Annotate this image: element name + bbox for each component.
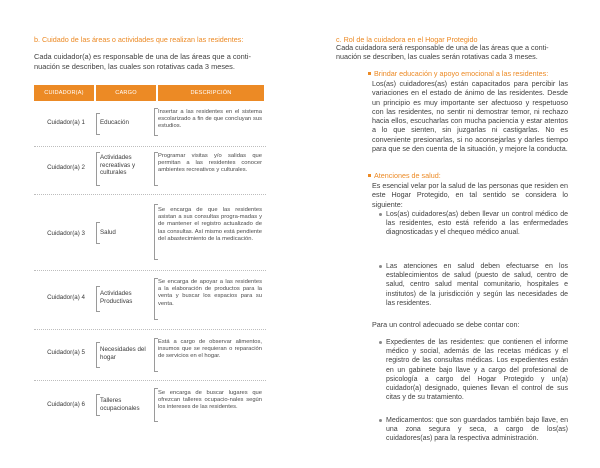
section-b-intro: Cada cuidador(a) es responsable de una de las áreas que a conti-nuación se describen, las cuales son rotativas cada 3 meses. <box>34 52 251 71</box>
table-header <box>34 85 264 101</box>
row-cargo: Educación <box>100 119 129 126</box>
row-cargo: Talleres ocupacionales <box>100 397 140 412</box>
row-cargo: Salud <box>100 229 116 236</box>
subsection-health-heading: Atenciones de salud: <box>368 171 441 180</box>
list-item: Las atenciones en salud deben efectuarse en los establecimientos de salud (puesto de salud, centro de salud, centro salud mental comunitario, hospitales e institutos) de la jurisdicción y según las necesidades de las residentes. <box>386 262 568 308</box>
subsection-emotional-heading: Brindar educación y apoyo emocional a las residentes: <box>368 69 548 78</box>
bullet-icon <box>379 341 382 344</box>
section-c-title: c. Rol de la cuidadora en el Hogar Protegido <box>336 35 478 44</box>
control-intro: Para un control adecuado se debe contar con: <box>372 320 520 329</box>
row-cuidador: Cuidador(a) 4 <box>47 294 85 301</box>
table-row <box>34 384 266 424</box>
list-item: Medicamentos: que son guardados también bajo llave, en una zona segura y seca, a cargo de los(as) cuidadores(as) para la respectiva administración. <box>386 416 568 444</box>
subsection-health-text: Es esencial velar por la salud de las personas que residen en este Hogar Protegido, en tal sentido se considera lo siguiente: <box>372 181 568 209</box>
table-row <box>34 148 266 194</box>
row-cuidador: Cuidador(a) 3 <box>47 230 85 237</box>
row-descripcion: Insertar a las residentes en el sistema escolarizado a fin de que concluyan sus estudios. <box>158 109 262 130</box>
row-cuidador: Cuidador(a) 1 <box>47 119 85 126</box>
row-cargo: Actividades recreativas y culturales <box>100 154 136 177</box>
bullet-icon <box>379 419 382 422</box>
square-bullet-icon <box>368 174 371 177</box>
row-cargo: Necesidades del hogar <box>100 346 146 361</box>
header-descripcion: DESCRIPCIÓN <box>158 85 264 101</box>
section-c-intro: Cada cuidadora será responsable de una de las áreas que a conti-nuación se describen, las cuales serán rotativas cada 3 meses. <box>336 43 549 62</box>
row-descripcion: Está a cargo de observar alimentos, insumos que se requieran o reparación de servicios en el hogar. <box>158 339 262 360</box>
row-cuidador: Cuidador(a) 2 <box>47 164 85 171</box>
header-cuidador: CUIDADOR(A) <box>34 85 94 101</box>
table-row <box>34 198 266 268</box>
row-cuidador: Cuidador(a) 6 <box>47 401 85 408</box>
list-item: Los(as) cuidadores(as) deben llevar un control médico de las residentes, esto está referido a las enfermedades diagnosticadas y el chequeo médico anual. <box>386 210 568 238</box>
subsection-emotional-text: Los(as) cuidadores(as) están capacitados para percibir las variaciones en el estado de ánimo de las residentes. Desde un principio es muy importante ser afectuoso y respetuoso con las residentes, no sentir ni demostrar temor, ni rechazo hacia ellos, escucharlas con mucha paciencia y estar atentos a lo que sienten, sin juzgarlas ni castigarlas. No es conveniente presionarlas, si no aconsejarlas y darles tiempo para que se den cuenta de la situación, y mejore la conducta. <box>372 79 568 154</box>
row-cuidador: Cuidador(a) 5 <box>47 349 85 356</box>
row-descripcion: Se encarga de buscar lugares que ofrezcan talleres ocupacio-nales según los intereses de las residentes. <box>158 390 262 411</box>
bullet-icon <box>379 213 382 216</box>
table-row <box>34 334 266 376</box>
table-row <box>34 274 266 326</box>
header-cargo: CARGO <box>96 85 156 101</box>
section-b-title: b. Cuidado de las áreas o actividades que realizan las residentes: <box>34 35 244 44</box>
bullet-icon <box>379 265 382 268</box>
list-item: Expedientes de las residentes: que contienen el informe médico y social, además de las recetas médicas y el registro de las consultas médicas. Los expedientes están en un gabinete bajo llave y a cargo del profesional de psicología a cargo del Hogar Protegido y un(a) cuidador(a) designado, quienes llevan el control de sus citas y de su tratamiento. <box>386 338 568 402</box>
table-row <box>34 104 266 144</box>
row-cargo: Actividades Productivas <box>100 290 133 305</box>
row-descripcion: Se encarga de que las residentes asistan a sus consultas progra-madas y de mantener el registro actualizado de las consultas. Así mismo está pendiente del abastecimiento de la medicación. <box>158 207 262 242</box>
row-descripcion: Programar visitas y/o salidas que permitan a las residentes conocer ambientes recreativos y culturales. <box>158 153 262 174</box>
row-descripcion: Se encarga de apoyar a las residentes a la elaboración de productos para la venta y buscar los espacios para su venta. <box>158 279 262 307</box>
square-bullet-icon <box>368 72 371 75</box>
